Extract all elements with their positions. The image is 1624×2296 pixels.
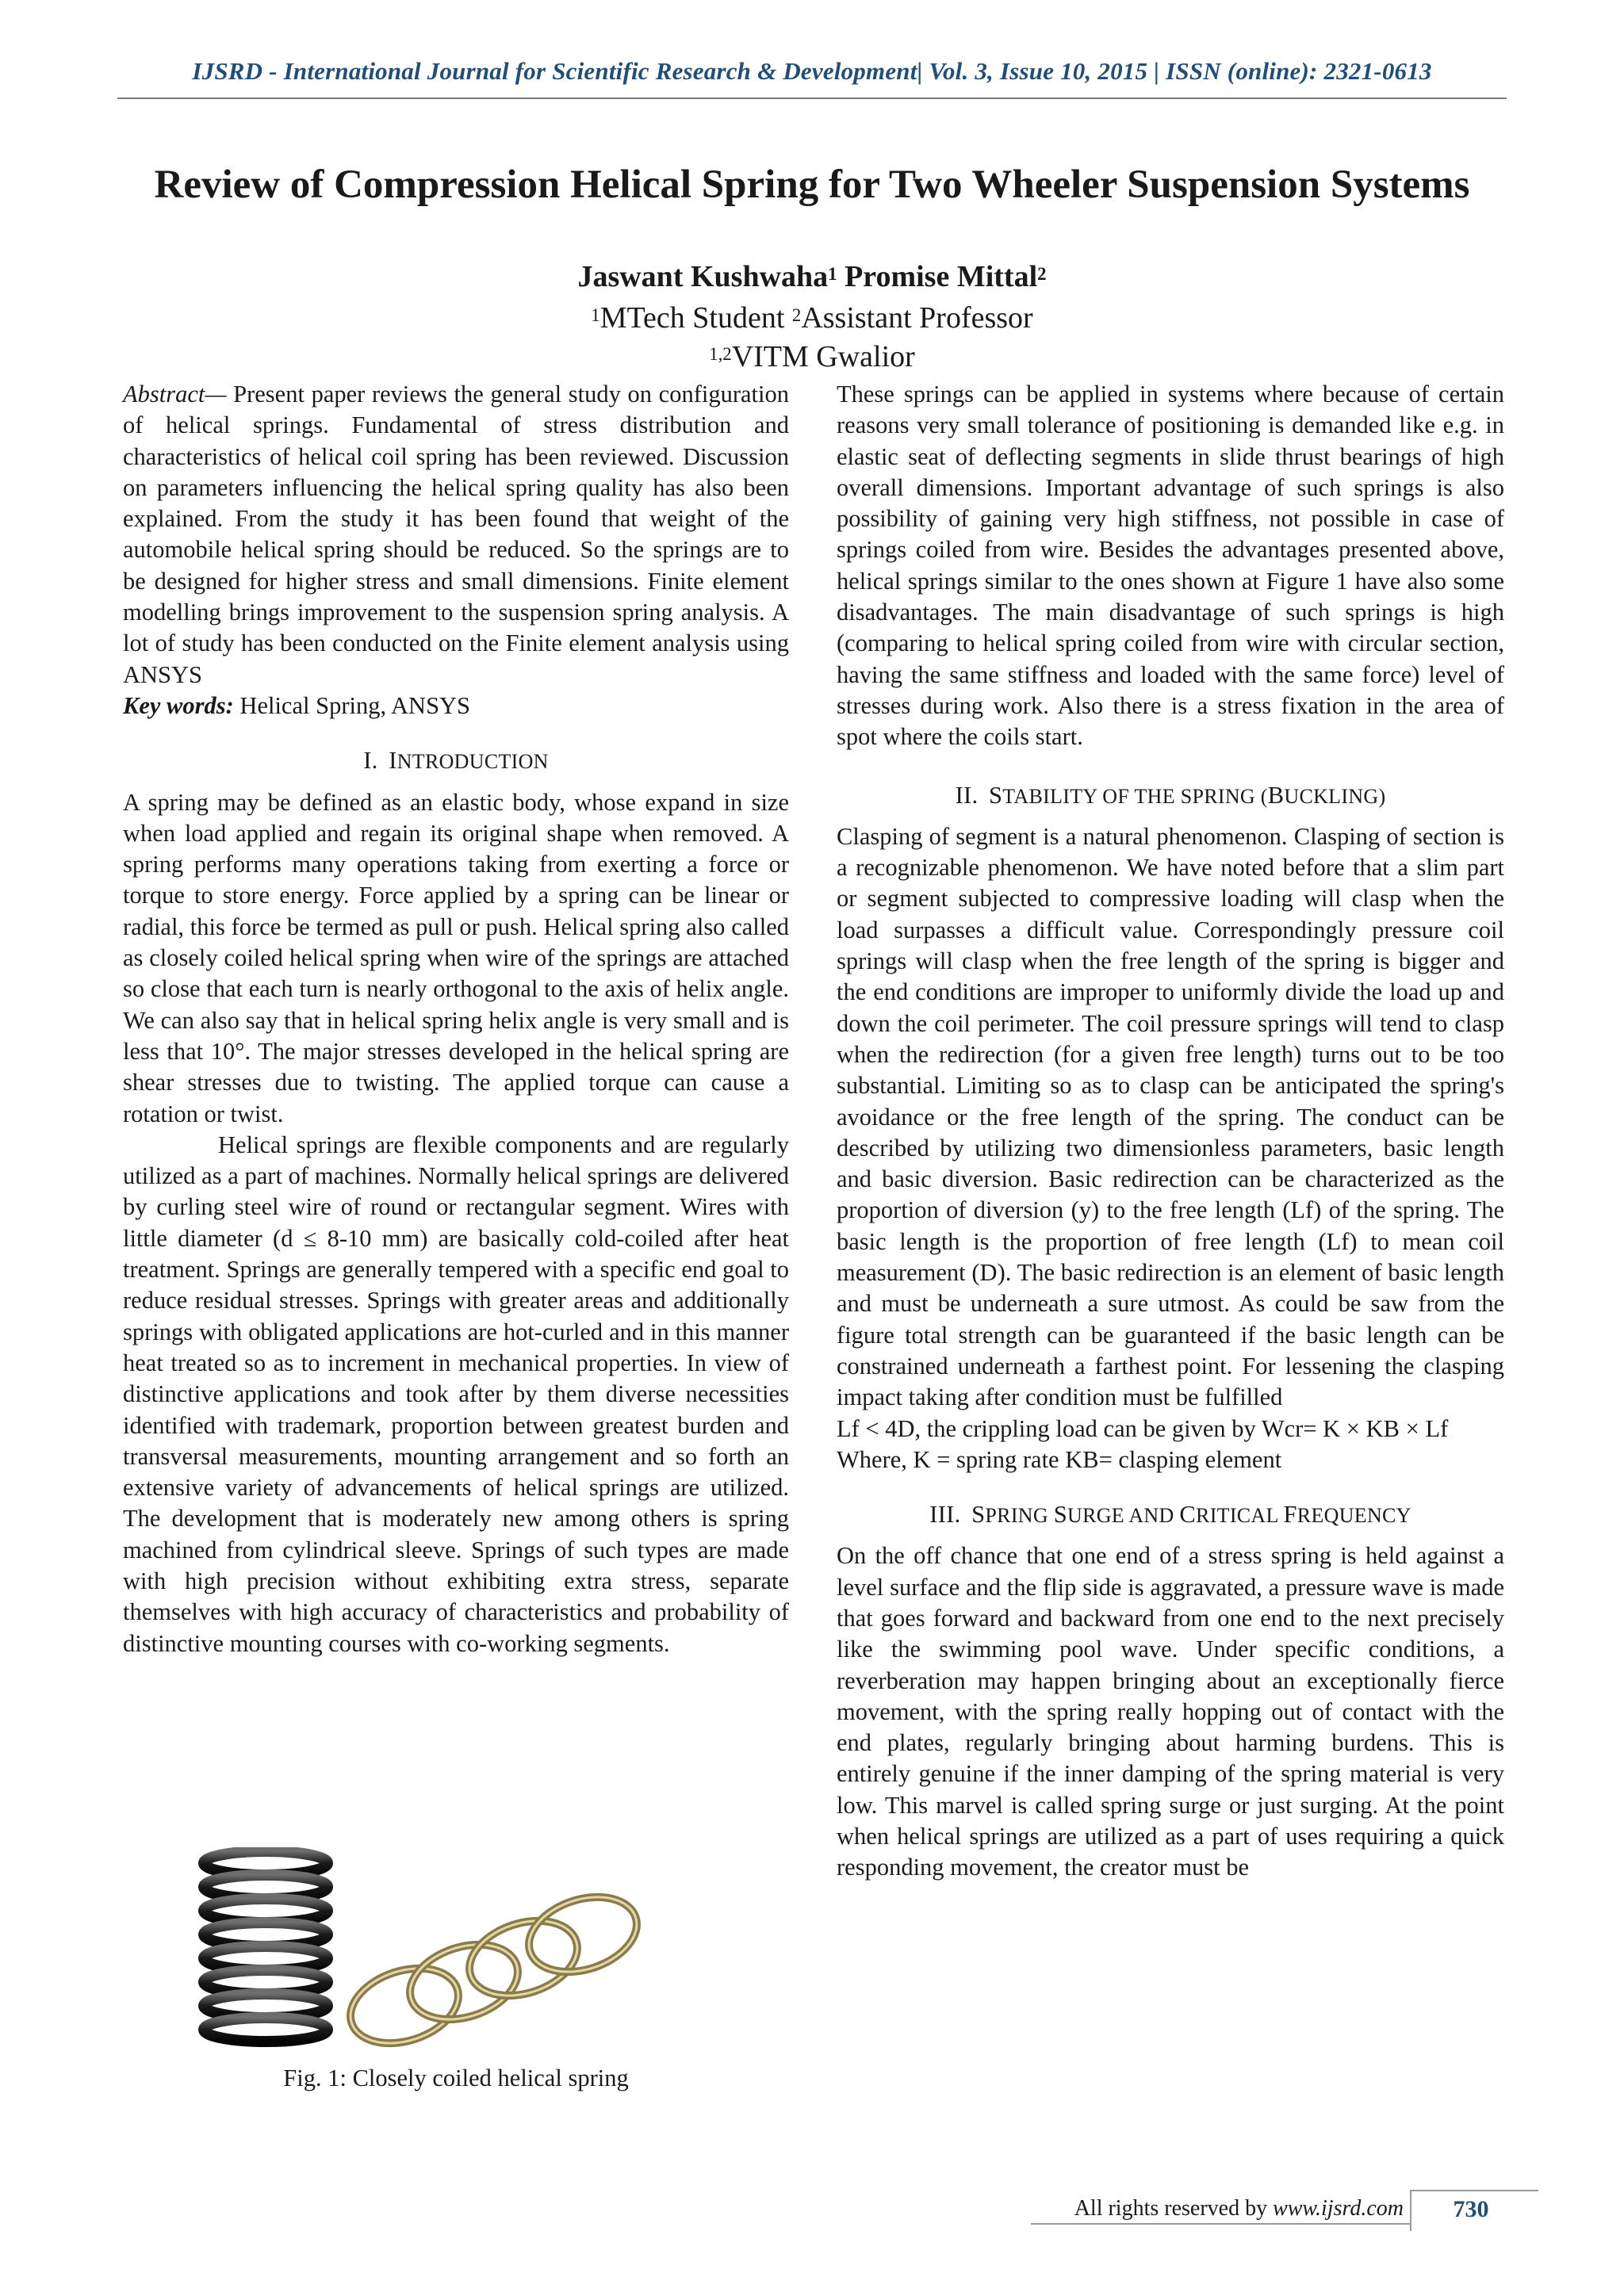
section-2-where: Where, K = spring rate KB= clasping element [837,1445,1282,1473]
section-1-paragraph-2: Helical springs are flexible components and are regularly utilized as a part of machines. Normally helical springs are delivered by curling steel wire of round or rectangular segment. Wires with little diameter (d ≤ 8-10 mm) are basically cold-coiled after heat treatment. Springs are generally tempered with a specific end goal to reduce residual stresses. Springs with greater areas and additionally springs with obligated applications are hot-curled and in this manner heat treated so as to increment in mechanical properties. In view of distinctive applications and took after by them diverse necessities identified with trademark, proportion between greatest burden and transversal measurements, mounting arrangement and so forth an extensive variety of advancements of helical springs are utilized. The development that is moderately new among others is spring machined from cylindrical sleeve. Springs of such types are made with high precision without exhibiting extra stress, separate themselves with high accuracy of characteristics and probability of distinctive mounting courses with co-working segments. [123,1131,789,1657]
affiliation-roles [0,300,1624,335]
footer-site-link[interactable]: www.ijsrd.com [1273,2196,1404,2221]
figure-1-caption: Fig. 1: Closely coiled helical spring [283,2064,629,2091]
authors-line [0,259,1624,294]
section-1-heading: I. INTRODUCTION [363,747,549,775]
keywords-label: Key words: [123,691,234,719]
role-1: MTech Student [599,301,792,335]
footer-rights: All rights reserved by www.ijsrd.com [1074,2196,1404,2221]
role-2: Assistant Professor [801,301,1033,335]
institution-sup: 1,2 [709,344,732,365]
role-1-sup: 1 [591,305,600,326]
author-1-sup: 1 [828,264,837,285]
institution: VITM Gwalior [731,340,915,373]
abstract-label: Abstract— [123,381,227,408]
section-2-paragraph-1: Clasping of segment is a natural phenomenon. Clasping of section is a recognizable phenomenon. We have noted before that a slim part or segment subjected to compressive loading will clasp when the load surpasses a difficult value. Correspondingly pressure coil springs will clasp when the free length of the spring is bigger and the end conditions are improper to uniformly divide the load up and down the coil perimeter. The coil pressure springs will tend to clasp when the redirection (for a given free length) turns out to be too substantial. Limiting so as to clasp can be anticipated the spring's avoidance or the free length of the spring. The conduct can be described by utilizing two dimensionless parameters, basic length and basic diversion. Basic redirection can be characterized as the proportion of diversion (y) to the free length (Lf) of the spring. The basic length is the proportion of free length (Lf) to mean coil measurement (D). The basic redirection is an element of basic length and must be underneath a sure utmost. As could be saw from the figure total strength can be guaranteed if the basic length can be constrained underneath a farthest point. For lessening the clasping impact taking after condition must be fulfilled [837,822,1504,1411]
dark-compression-spring [204,1851,327,2042]
helical-springs-illustration [190,1847,698,2061]
author-2-sup: 2 [1037,264,1047,285]
section-1-paragraph-1: A spring may be defined as an elastic body, whose expand in size when load applied and regain its original shape when removed. A spring performs many operations taking from exerting a force or torque to store energy. Force applied by a spring can be linear or radial, this force be termed as pull or push. Helical spring also called as closely coiled helical spring when wire of the springs are attached so close that each turn is nearly orthogonal to the axis of helix angle. We can also say that in helical spring helix angle is very small and is less that 10°. The major stresses developed in the helical spring are shear stresses due to twisting. The applied torque can cause a rotation or twist. [123,788,789,1127]
section-2-number: II. [955,781,979,809]
section-1-number: I. [363,747,378,775]
author-1: Jaswant Kushwaha [577,260,829,293]
left-column [123,379,789,1659]
header-rule [117,98,1507,99]
role-2-sup: 2 [791,305,802,326]
paper-title: Review of Compression Helical Spring for Two Wheeler Suspension Systems [154,163,1470,207]
figure-1-image [190,1847,698,2061]
machined-ring-spring [341,1885,646,2057]
keywords-text: Helical Spring, ANSYS [233,691,471,719]
section-3-number: III. [929,1501,961,1529]
abstract-text: Present paper reviews the general study on configuration of helical springs. Fundamental of stress distribution and characteristics of helical coil spring has been reviewed. Discussion on parameters influencing the helical spring quality has also been explained. From the study it has been found that weight of the automobile helical spring should be reduced. So the springs are to be designed for higher stress and small dimensions. Finite element modelling brings improvement to the suspension spring analysis. A lot of study has been conducted on the Finite element analysis using ANSYS [123,381,789,688]
section-2-heading: II. STABILITY OF THE SPRING (BUCKLING) [955,781,1386,809]
right-intro-paragraph: These springs can be applied in systems where because of certain reasons very small tolerance of positioning is demanded like e.g. in elastic seat of deflecting segments in slide thrust bearings of high overall dimensions. Important advantage of such springs is also possibility of gaining very high stiffness, not possible in case of springs coiled from wire. Besides the advantages presented above, helical springs similar to the ones shown at Figure 1 have also some disadvantages. The main disadvantage of such springs is high (comparing to helical spring coiled from wire with circular section, having the same stiffness and loaded with the same force) level of stresses during work. Also there is a stress fixation in the area of spot where the coils start. [837,381,1504,751]
section-3-heading: III. SPRING SURGE AND CRITICAL FREQUENCY [929,1501,1411,1529]
affiliation-institution [0,339,1624,374]
footer-rule [1031,2223,1410,2225]
abstract [123,379,789,691]
author-2: Promise Mittal [845,260,1038,293]
section-3-paragraph-1: On the off chance that one end of a stress spring is held against a level surface and the flip side is aggravated, a pressure wave is made that goes forward and backward from one end to the next precisely like the swimming pool wave. Under specific conditions, a reverberation may happen bringing about an exceptionally fierce movement, with the spring really hopping out of contact with the end plates, regularly bringing about harming burdens. This is entirely genuine if the inner damping of the spring material is very low. This marvel is called spring surge or just surging. At the point when helical springs are utilized as a part of uses requiring a quick responding movement, the creator must be [837,1542,1504,1881]
page-number: 730 [1453,2196,1489,2222]
section-2-formula: Lf < 4D, the crippling load can be given by Wcr= K × KB × Lf [837,1414,1449,1442]
keywords [123,691,789,721]
right-column [837,379,1504,1884]
journal-header: IJSRD - International Journal for Scientific Research & Development| Vol. 3, Issue 10, 2015 | ISSN (online): 2321-0613 [192,57,1432,85]
